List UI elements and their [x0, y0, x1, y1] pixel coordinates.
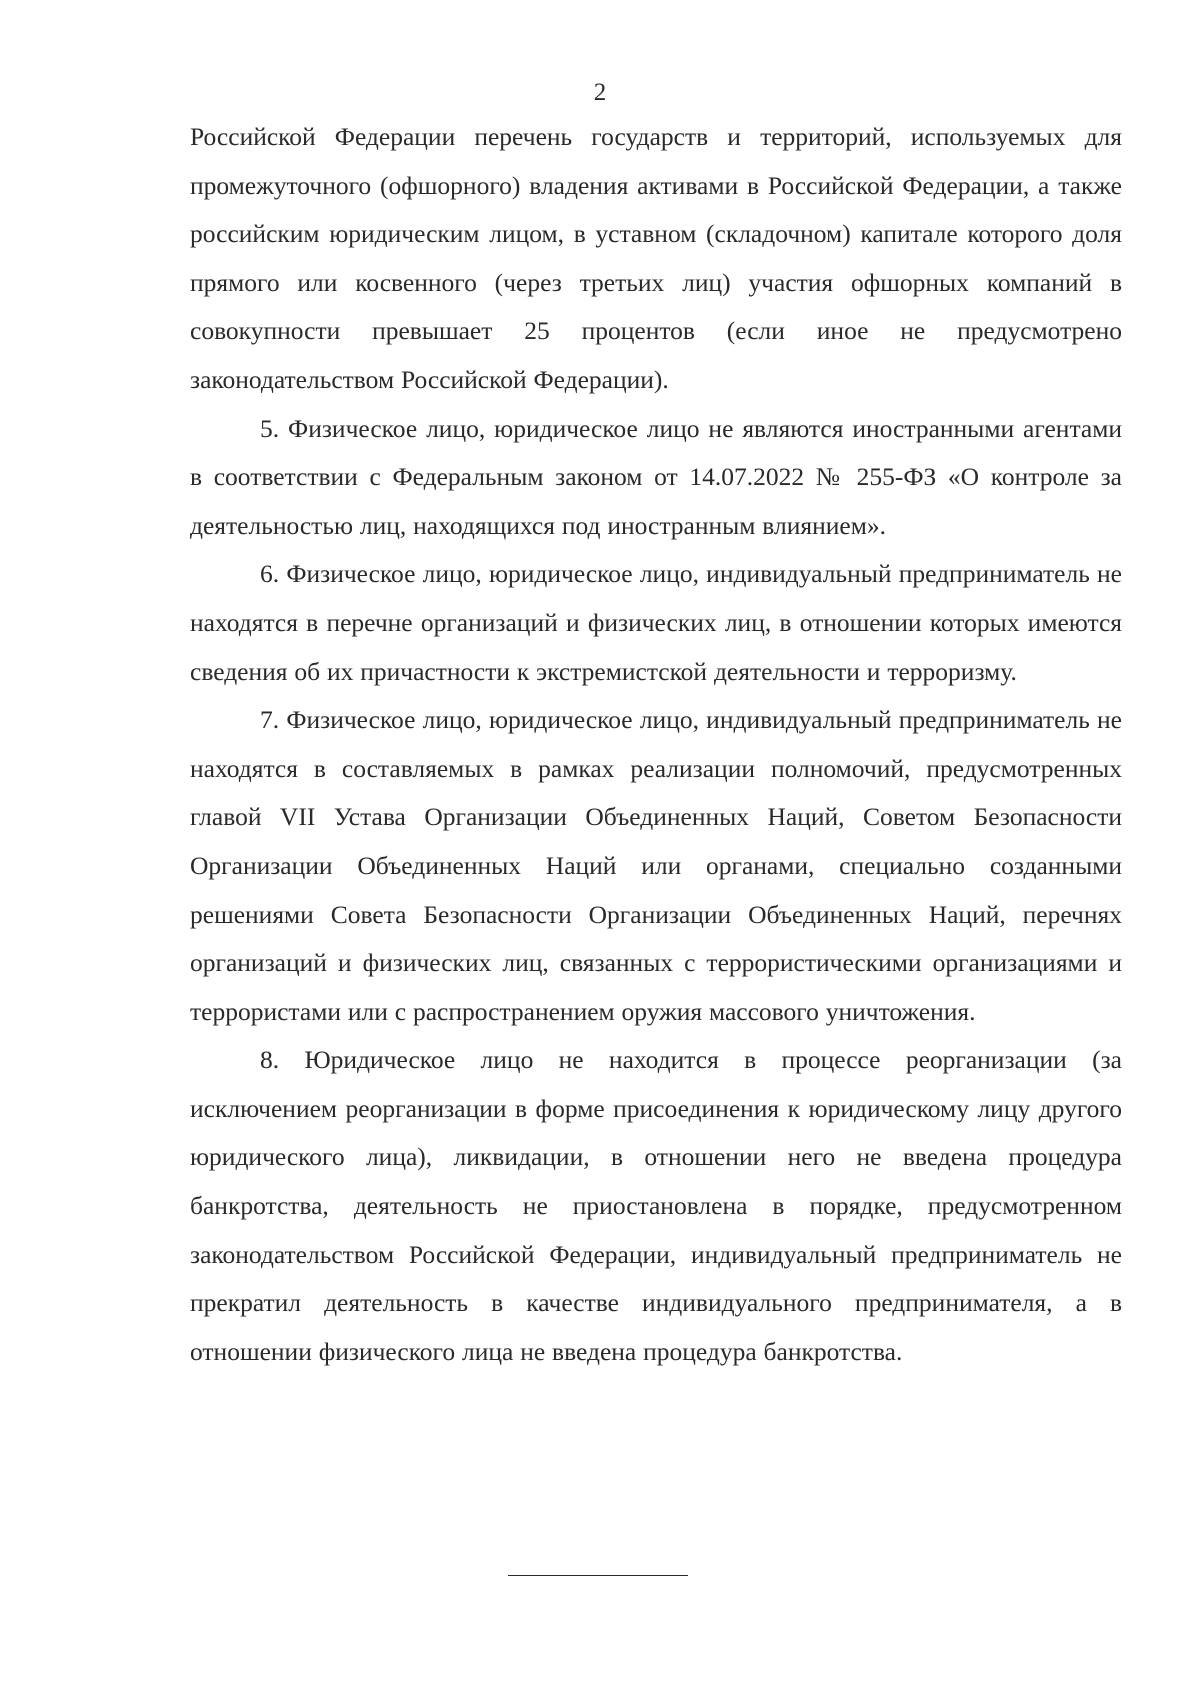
paragraph-item-5: 5. Физическое лицо, юридическое лицо не являются иностранными агентами в соответствии с Федеральным законом от 14.07.2022 № 255-ФЗ «О контроле за деятельностью лиц, находящихся под иностранным влиянием». — [190, 413, 1122, 540]
paragraph-item-6: 6. Физическое лицо, юридическое лицо, индивидуальный предприниматель не находятся в перечне организаций и физических лиц, в отношении которых имеются сведения об их причастности к экстремистской деятельности и терроризму. — [190, 559, 1122, 686]
document-body — [190, 113, 1122, 1376]
paragraph-continuation: Российской Федерации перечень государств и территорий, используемых для промежуточного (офшорного) владения активами в Российской Федерации, а также российским юридическим лицом, в уставном (складочном) капитале которого доля прямого или косвенного (через третьих лиц) участия офшорных компаний в совокупности превышает 25 процентов (если иное не предусмотрено законодательством Российской Федерации). — [190, 122, 1122, 394]
paragraph-item-7: 7. Физическое лицо, юридическое лицо, индивидуальный предприниматель не находятся в составляемых в рамках реализации полномочий, предусмотренных главой VII Устава Организации Объединенных Наций, Советом Безопасности Организации Объединенных Наций или органами, специально созданными решениями Совета Безопасности Организации Объединенных Наций, перечнях организаций и физических лиц, связанных с террористическими организациями и террористами или с распространением оружия массового уничтожения. — [190, 705, 1122, 1026]
end-separator-line — [508, 1575, 688, 1576]
page-number: 2 — [593, 79, 607, 106]
paragraph-item-8: 8. Юридическое лицо не находится в процессе реорганизации (за исключением реорганизации в форме присоединения к юридическому лицу другого юридического лица), ликвидации, в отношении него не введена процедура банкротства, деятельность не приостановлена в порядке, предусмотренном законодательством Российской Федерации, индивидуальный предприниматель не прекратил деятельность в качестве индивидуального предпринимателя, а в отношении физического лица не введена процедура банкротства. — [190, 1045, 1122, 1366]
